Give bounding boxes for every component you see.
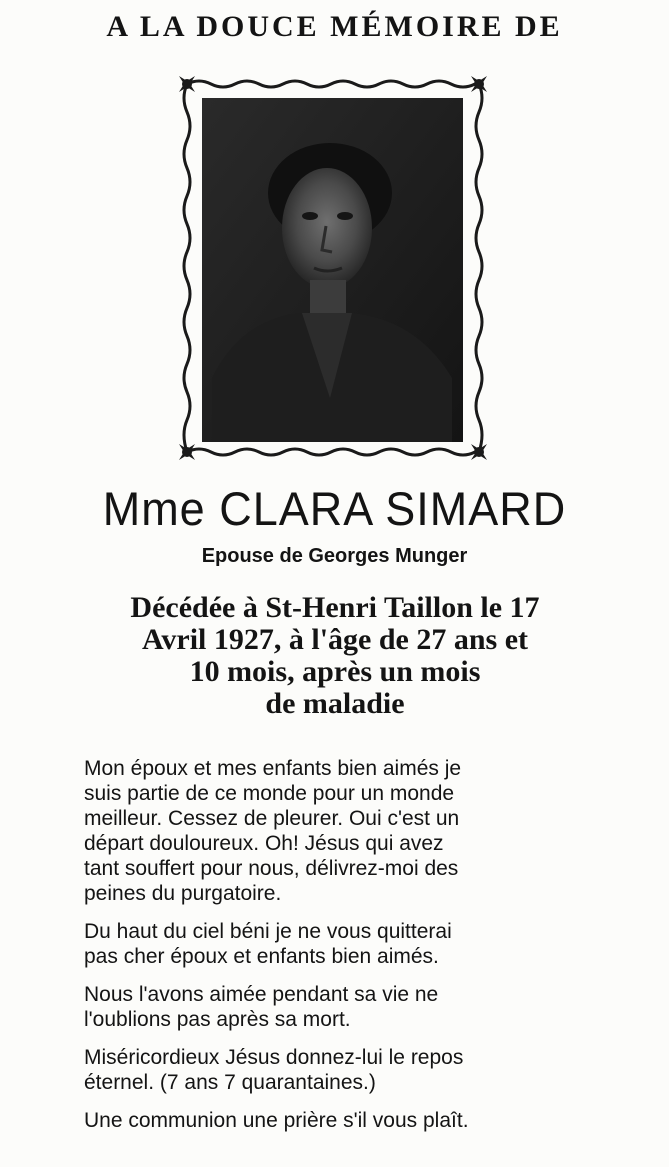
death-notice xyxy=(30,592,640,720)
prayer-line: Du haut du ciel béni je ne vous quitterai xyxy=(84,920,452,943)
prayer-line: Une communion une prière s'il vous plaît. xyxy=(84,1109,469,1132)
prayer-line: pas cher époux et enfants bien aimés. xyxy=(84,945,439,968)
spouse-line: Epouse de Georges Munger xyxy=(201,545,468,567)
memorial-heading: A LA DOUCE MÉMOIRE DE xyxy=(106,10,563,43)
prayer-line: Mon époux et mes enfants bien aimés je xyxy=(84,757,462,780)
prayer-text xyxy=(84,756,604,1146)
portrait-photo xyxy=(202,98,463,442)
prayer-paragraph xyxy=(84,756,604,906)
deceased-name: Mme CLARA SIMARD xyxy=(102,481,567,536)
death-notice-line: de maladie xyxy=(265,687,405,720)
prayer-line: l'oublions pas après sa mort. xyxy=(84,1008,351,1031)
portrait-frame xyxy=(175,72,493,464)
prayer-line: Miséricordieux Jésus donnez-lui le repos xyxy=(84,1046,464,1069)
prayer-paragraph xyxy=(84,1108,604,1133)
death-notice-line: Décédée à St-Henri Taillon le 17 xyxy=(130,591,540,624)
death-notice-line: Avril 1927, à l'âge de 27 ans et xyxy=(141,623,529,656)
prayer-line: peines du purgatoire. xyxy=(84,882,282,905)
prayer-line: départ douloureux. Oh! Jésus qui avez xyxy=(84,832,444,855)
prayer-paragraph xyxy=(84,1045,604,1095)
prayer-line: suis partie de ce monde pour un monde xyxy=(84,782,455,805)
prayer-line: éternel. (7 ans 7 quarantaines.) xyxy=(84,1071,376,1094)
prayer-line: meilleur. Cessez de pleurer. Oui c'est un xyxy=(84,807,460,830)
portrait-icon xyxy=(202,98,463,442)
prayer-line: tant souffert pour nous, délivrez-moi des xyxy=(84,857,459,880)
prayer-paragraph xyxy=(84,982,604,1032)
prayer-paragraph xyxy=(84,919,604,969)
prayer-line: Nous l'avons aimée pendant sa vie ne xyxy=(84,983,439,1006)
death-notice-line: 10 mois, après un mois xyxy=(189,655,481,688)
